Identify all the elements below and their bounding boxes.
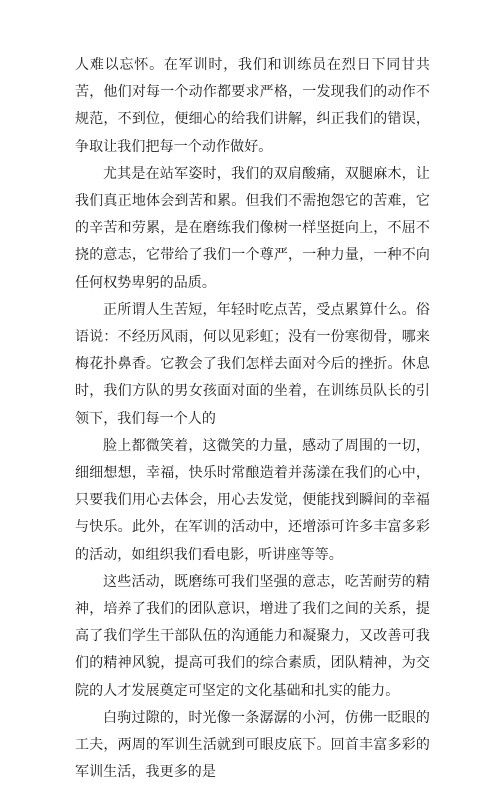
- paragraph: 正所谓人生苦短，年轻时吃点苦，受点累算什么。俗语说：不经历风雨，何以见彩虹；没有一份寒彻骨，哪来梅花扑鼻香。它教会了我们怎样去面对今后的挫折。休息时，我们方队的男女孩面对面的坐着，在训练员队长的引领下，我们每一个人的: [75, 301, 430, 427]
- paragraph: 脸上都微笑着，这微笑的力量，感动了周围的一切，细细想想，幸福，快乐时常酿造着并荡漾在我们的心中，只要我们用心去体会，用心去发觉，便能找到瞬间的幸福与快乐。此外，在军训的活动中，还增添可许多丰富多彩的活动，如组织我们看电影，听讲座等等。: [75, 437, 430, 563]
- paragraph: 尤其是在站军姿时，我们的双肩酸痛，双腿麻木，让我们真正地体会到苦和累。但我们不需抱怨它的苦难，它的辛苦和劳累，是在磨练我们像树一样坚挺向上，不屈不挠的意志，它带给了我们一个尊严，一种力量，一种不向任何权势卑躬的品质。: [75, 165, 430, 291]
- paragraph: 白驹过隙的，时光像一条潺潺的小河，仿佛一眨眼的工夫，两周的军训生活就到可眼皮底下。回首丰富多彩的军训生活，我更多的是: [75, 709, 430, 781]
- paragraph: 这些活动，既磨练可我们坚强的意志，吃苦耐劳的精神，培养了我们的团队意识，增进了我们之间的关系，提高了我们学生干部队伍的沟通能力和凝聚力，又改善可我们的精神风貌，提高可我们的综合素质，团队精神，为交院的人才发展奠定可坚定的文化基础和扎实的能力。: [75, 573, 430, 699]
- paragraph: 人难以忘怀。在军训时，我们和训练员在烈日下同甘共苦，他们对每一个动作都要求严格，一发现我们的动作不规范，不到位，便细心的给我们讲解，纠正我们的错误，争取让我们把每一个动作做好。: [75, 57, 430, 155]
- document-body: [75, 52, 430, 786]
